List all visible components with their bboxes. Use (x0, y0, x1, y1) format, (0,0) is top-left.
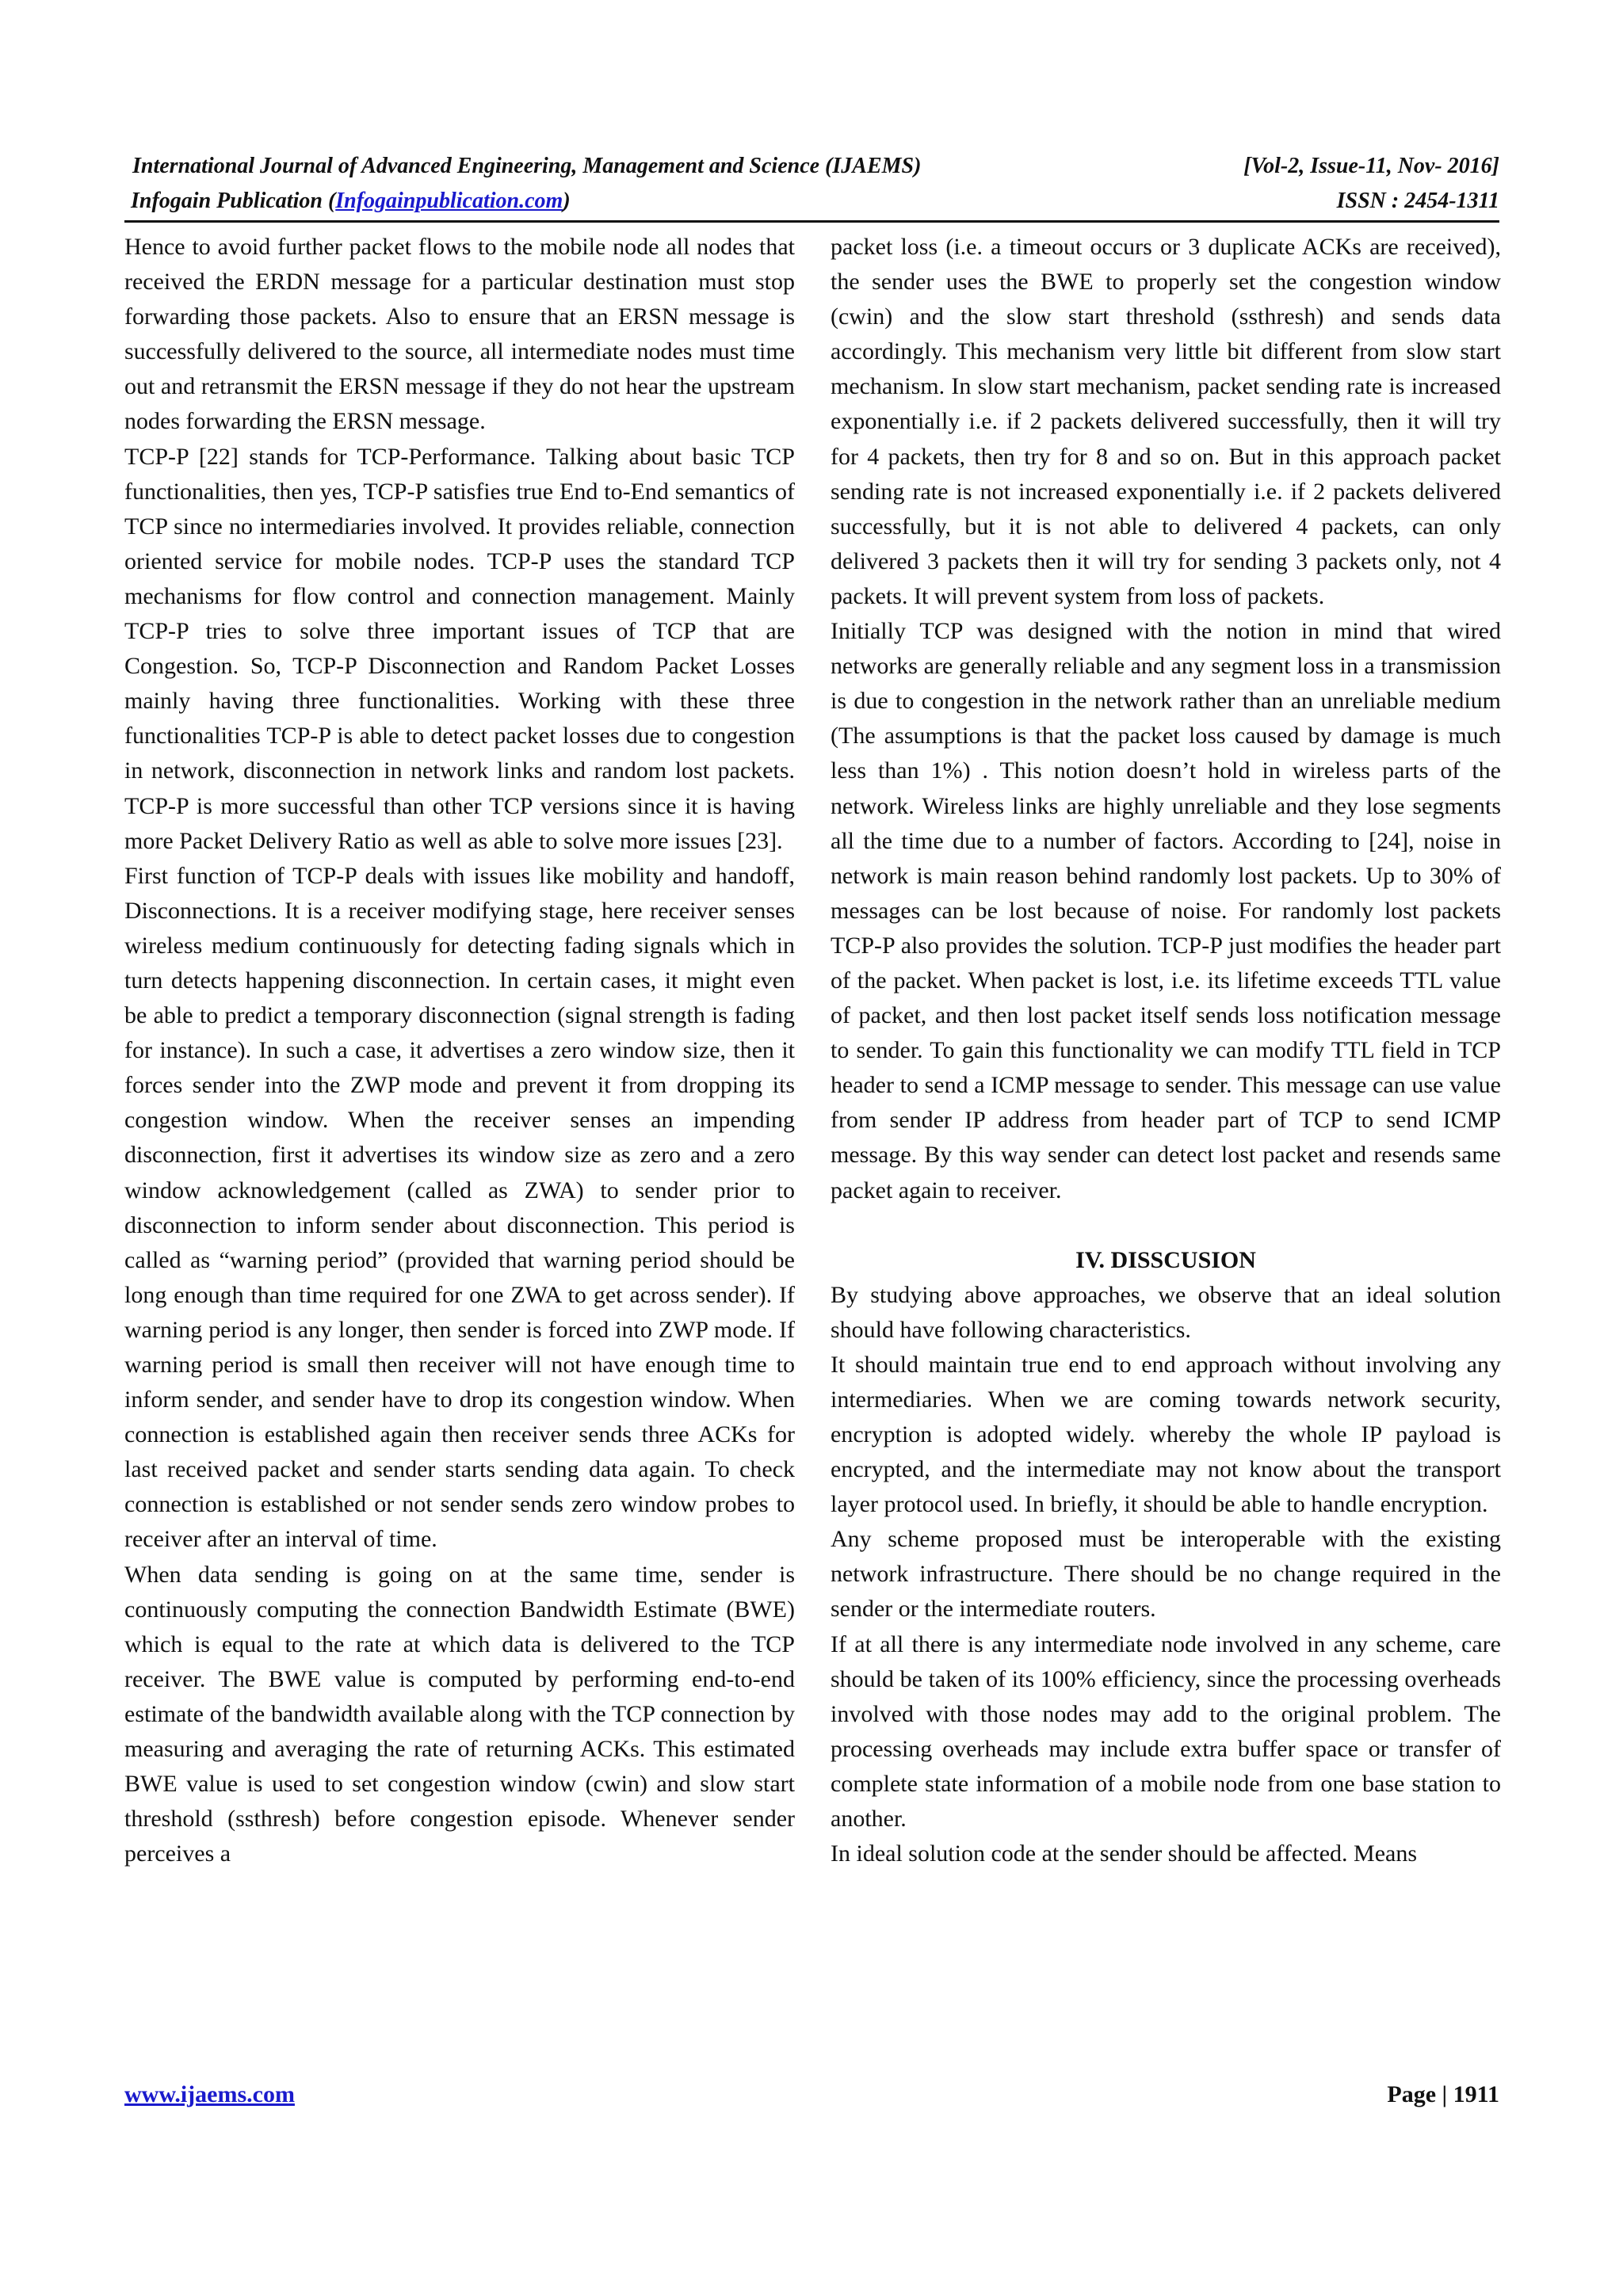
paragraph: TCP-P [22] stands for TCP-Performance. Talking about basic TCP functionalities, then yes, TCP-P satisfies true End to-End semantics of TCP since no intermediaries involved. It provides reliable, connection oriented service for mobile nodes. TCP-P uses the standard TCP mechanisms for flow control and connection management. Mainly TCP-P tries to solve three important issues of TCP that are Congestion. So, TCP-P Disconnection and Random Packet Losses mainly having three functionalities. Working with these three functionalities TCP-P is able to detect packet losses due to congestion in network, disconnection in network links and random lost packets. TCP-P is more successful than other TCP versions since it is having more Packet Delivery Ratio as well as able to solve more issues [23]. (124, 443, 795, 854)
paragraph: If at all there is any intermediate node involved in any scheme, care should be taken of its 100% efficiency, since the processing overheads involved with those nodes may add to the original problem. The processing overheads may include extra buffer space or transfer of complete state information of a mobile node from one base station to another. (831, 1630, 1501, 1833)
journal-title: International Journal of Advanced Engineering, Management and Science (IJAEMS) (132, 154, 922, 178)
header-row-2 (131, 187, 1499, 215)
left-column (124, 230, 795, 1871)
paragraph: By studying above approaches, we observe that an ideal solution should have following characteristics. (831, 1281, 1501, 1343)
header-row-1 (131, 152, 1499, 181)
right-column (831, 230, 1501, 1871)
paragraph: Initially TCP was designed with the notion in mind that wired networks are generally reliable and any segment loss in a transmission is due to congestion in the network rather than an unreliable medium (The assumptions is that the packet loss caused by damage is much less than 1%) . This notion doesn’t hold in wireless parts of the network. Wireless links are highly unreliable and they lose segments all the time due to a number of factors. According to [24], noise in network is main reason behind randomly lost packets. Up to 30% of messages can be lost because of noise. For randomly lost packets TCP-P also provides the solution. TCP-P just modifies the header part of the packet. When packet is lost, i.e. its lifetime exceeds TTL value of packet, and then lost packet itself sends loss notification message to sender. To gain this functionality we can modify TTL field in TCP header to send a ICMP message to sender. This message can use value from sender IP address from header part of TCP to send ICMP message. By this way sender can detect lost packet and resends same packet again to receiver. (831, 618, 1501, 1203)
paragraph: When data sending is going on at the same time, sender is continuously computing the connection Bandwidth Estimate (BWE) which is equal to the rate at which data is delivered to the TCP receiver. The BWE value is computed by performing end-to-end estimate of the bandwidth available along with the TCP connection by measuring and averaging the rate of returning ACKs. This estimated BWE value is used to set congestion window (cwin) and slow start threshold (ssthresh) before congestion episode. Whenever sender perceives a (124, 1561, 795, 1867)
paragraph: It should maintain true end to end approach without involving any intermediaries. When we are coming towards network security, encryption is adopted widely. whereby the whole IP payload is encrypted, and the intermediate may not know about the transport layer protocol used. In briefly, it should be able to handle encryption. (831, 1351, 1501, 1518)
volume-info: [Vol-2, Issue-11, Nov- 2016] (1243, 154, 1499, 178)
website-link[interactable]: www.ijaems.com (124, 2081, 295, 2107)
header-divider (124, 220, 1499, 223)
paragraph: Any scheme proposed must be interoperable with the existing network infrastructure. There should be no change required in the sender or the intermediate routers. (831, 1526, 1501, 1623)
publisher-link[interactable]: Infogainpublication.com (335, 189, 563, 213)
section-heading: IV. DISSCUSION (1075, 1246, 1256, 1273)
publisher-info (131, 187, 571, 215)
publisher-prefix: Infogain Publication ( (131, 189, 336, 213)
paragraph: In ideal solution code at the sender should be affected. Means (831, 1840, 1418, 1867)
paragraph: First function of TCP-P deals with issues like mobility and handoff, Disconnections. It is a receiver modifying stage, here receiver senses wireless medium continuously for detecting fading signals which in turn detects happening disconnection. In certain cases, it might even be able to predict a temporary disconnection (signal strength is fading for instance). In such a case, it advertises a zero window size, then it forces sender into the ZWP mode and prevent it from dropping its congestion window. When the receiver senses an impending disconnection, first it advertises its window size as zero and a zero window acknowledgement (called as ZWA) to sender prior to disconnection to inform sender about disconnection. This period is called as “warning period” (provided that warning period should be long enough than time required for one ZWA to get across sender). If warning period is any longer, then sender is forced into ZWP mode. If warning period is small then receiver will not have enough time to inform sender, and sender have to drop its congestion window. When connection is established again then receiver sends three ACKs for last received packet and sender starts sending data again. To check connection is established or not sender sends zero window probes to receiver after an interval of time. (124, 862, 795, 1553)
footer (124, 2079, 1499, 2111)
paragraph: Hence to avoid further packet flows to the mobile node all nodes that received the ERDN message for a particular destination must stop forwarding those packets. Also to ensure that an ERSN message is successfully delivered to the source, all intermediate nodes must time out and retransmit the ERSN message if they do not hear the upstream nodes forwarding the ERSN message. (124, 234, 795, 435)
publisher-suffix: ) (563, 189, 571, 213)
issn: ISSN : 2454-1311 (1336, 189, 1499, 213)
page-number: Page | 1911 (1387, 2081, 1499, 2107)
paragraph: packet loss (i.e. a timeout occurs or 3 duplicate ACKs are received), the sender uses the BWE to properly set the congestion window (cwin) and the slow start threshold (ssthresh) and sends data accordingly. This mechanism very little bit different from slow start mechanism. In slow start mechanism, packet sending rate is increased exponentially i.e. if 2 packets delivered successfully, then it will try for 4 packets, then try for 8 and so on. But in this approach packet sending rate is not increased exponentially i.e. if 2 packets delivered successfully, but it is not able to delivered 4 packets, can only delivered 3 packets then it will try for sending 3 packets only, not 4 packets. It will prevent system from loss of packets. (831, 234, 1501, 609)
